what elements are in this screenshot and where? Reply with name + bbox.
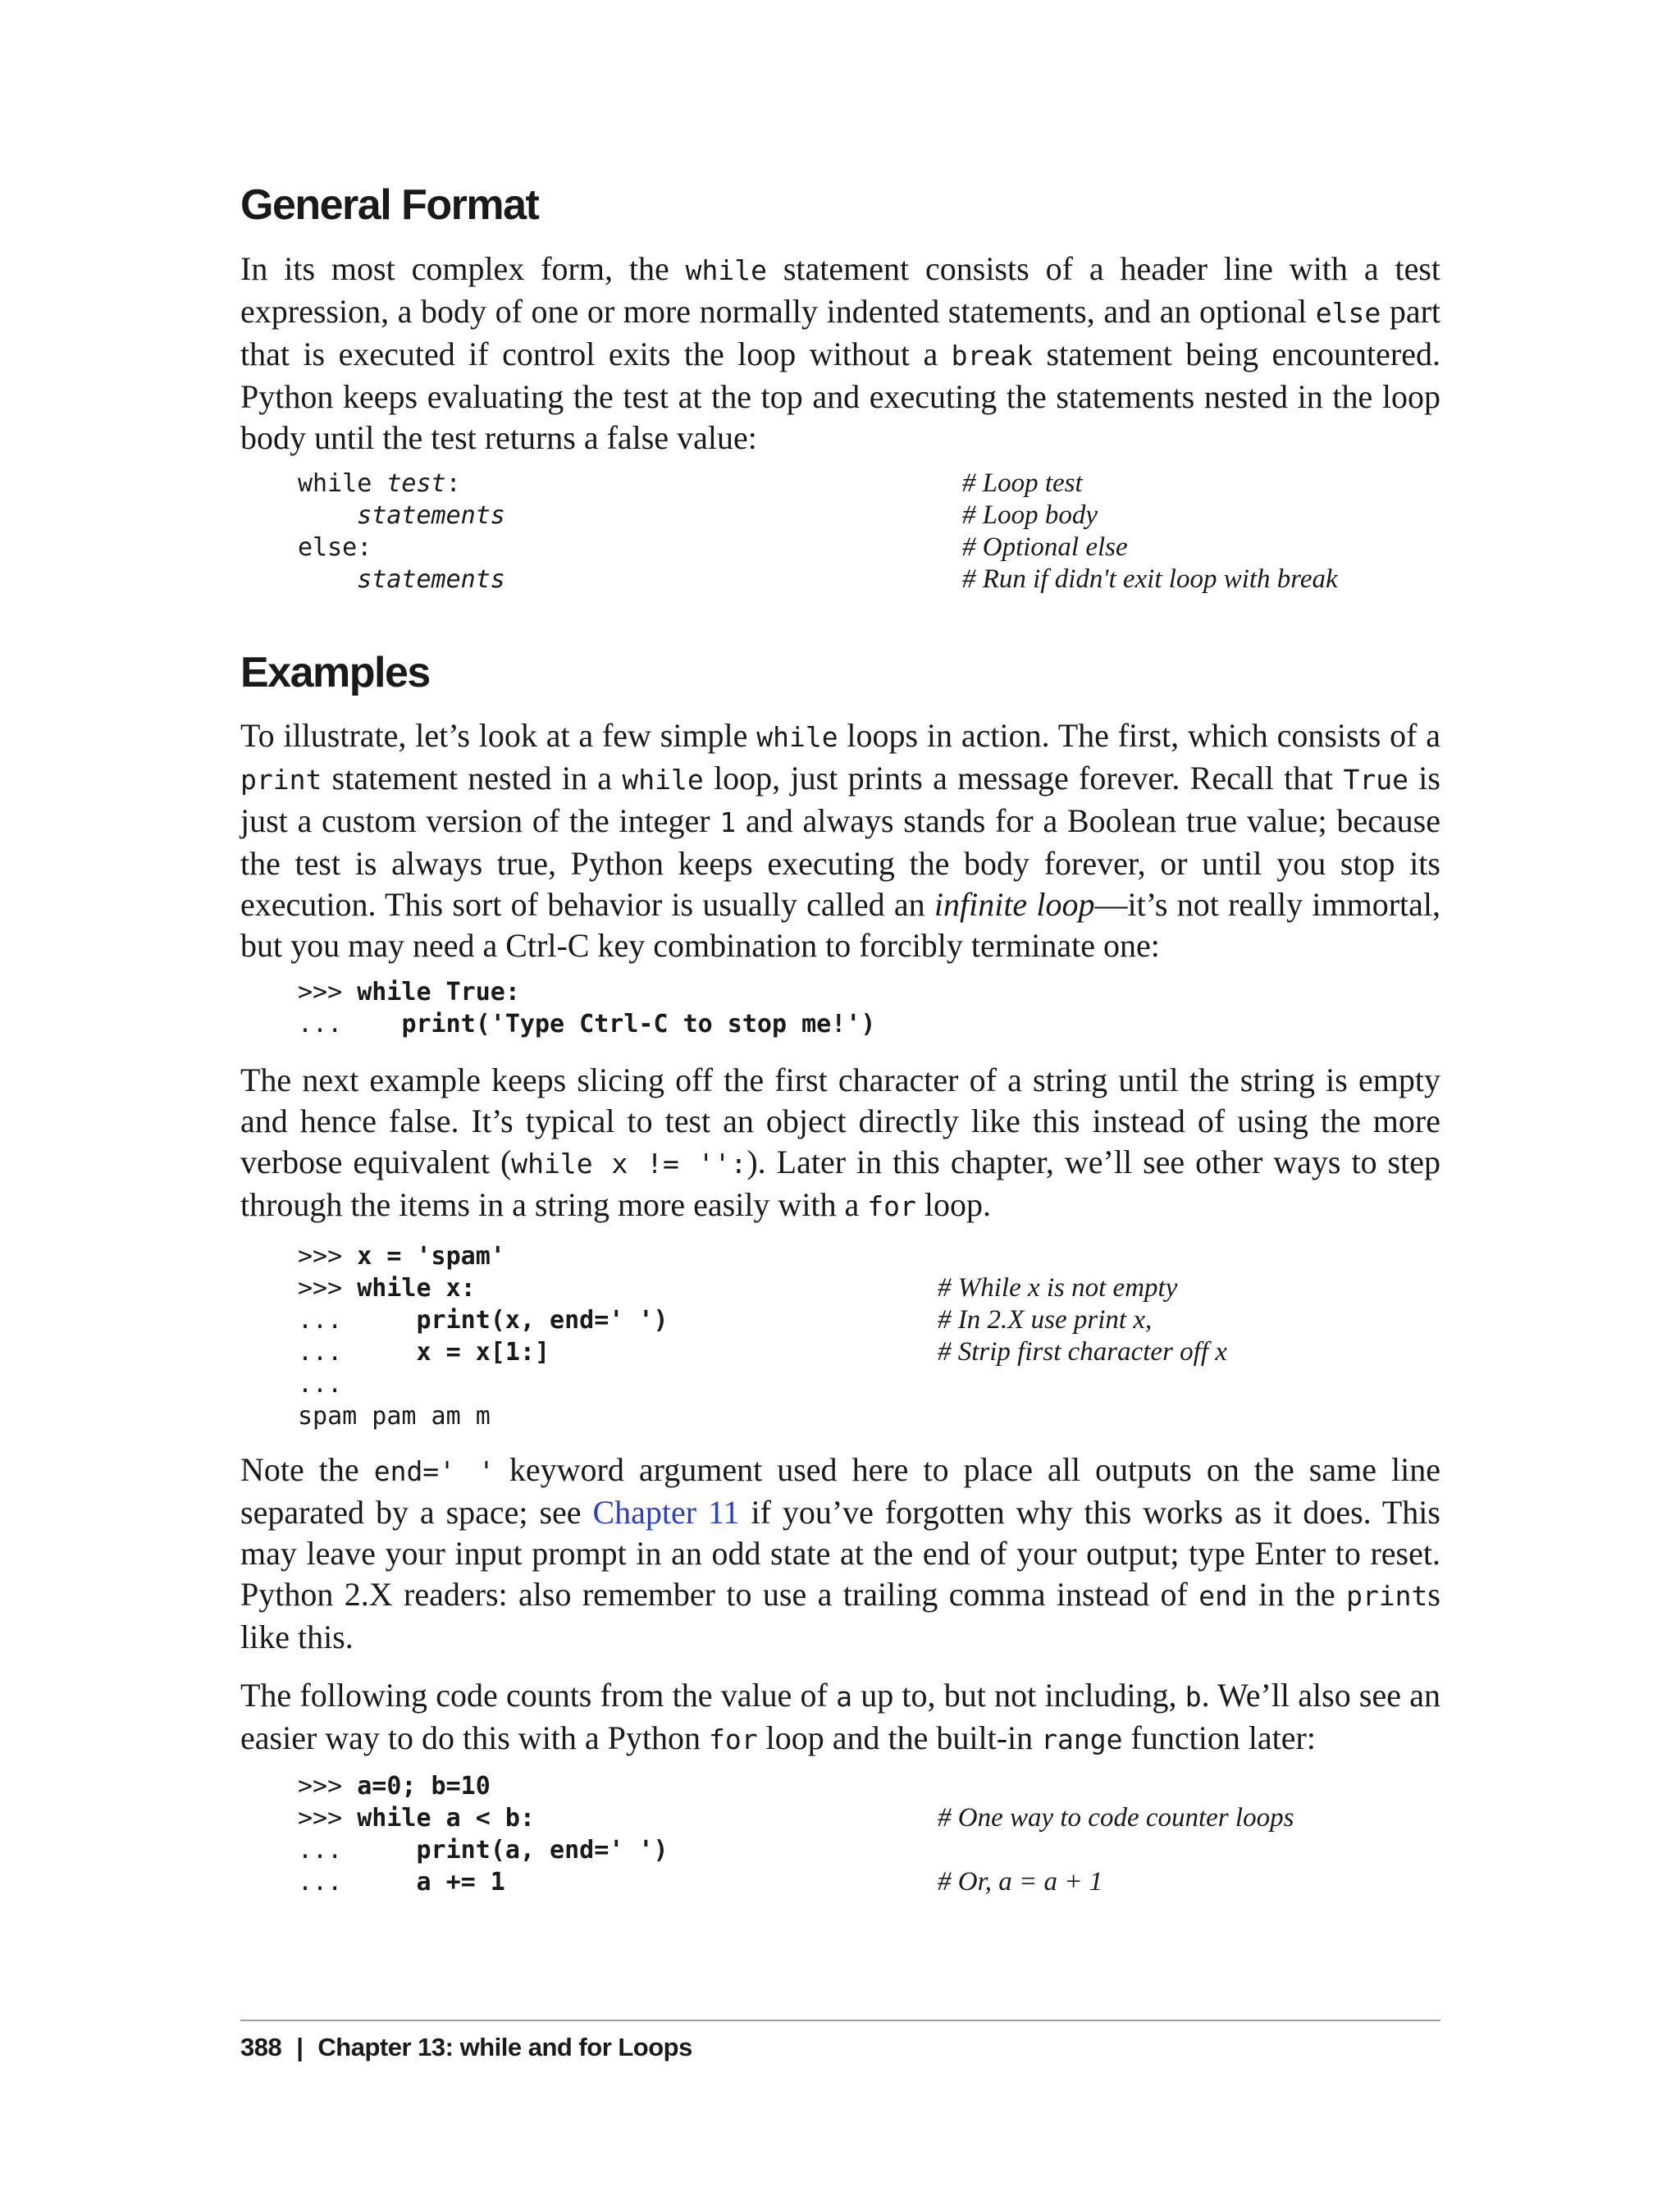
text-run: loop. <box>915 1186 992 1223</box>
text-run: loop, just prints a message forever. Recall that <box>703 760 1344 797</box>
text-run: s like this. <box>240 1576 1440 1655</box>
text-run: The next example keeps slicing off the first character of a string until the string is empty and hence false. It’s typical to test an object directly like this instead of using the more verbose equivalent ( <box>240 1061 1440 1180</box>
footer-rule <box>240 2020 1440 2021</box>
code-input: print(a, end=' ') <box>416 1836 669 1865</box>
infinite-loop-code <box>298 976 875 1040</box>
code-line <box>298 976 875 1008</box>
code-line <box>298 1802 1294 1834</box>
inline-code: while x != '': <box>511 1148 747 1180</box>
examples-paragraph-1 <box>240 715 1440 966</box>
text-run: in the <box>1247 1576 1347 1613</box>
footer-chapter-title: Chapter 13: while and for Loops <box>317 2033 692 2061</box>
code-placeholder: test <box>386 469 446 498</box>
heading-examples: Examples <box>240 649 430 696</box>
code-text <box>298 501 357 530</box>
code-prompt: ... <box>298 1370 343 1399</box>
inline-code: b <box>1185 1681 1202 1713</box>
code-prompt: spam pam am m <box>298 1402 491 1431</box>
code-prompt: >>> <box>298 1274 358 1303</box>
code-input: while a < b: <box>357 1804 535 1833</box>
text-run: Note the <box>240 1451 374 1488</box>
text-run: if you’ve forgotten why this works as it does. This may leave your input prompt in an odd state at the end of your output; type Enter to reset. Python 2.X readers: also remember to use a trailing comma instead of <box>240 1494 1440 1613</box>
inline-code: end=' ' <box>373 1455 495 1487</box>
heading-general-format: General Format <box>240 181 539 229</box>
code-line <box>298 468 1083 500</box>
code-line <box>298 564 1338 596</box>
inline-code: break <box>951 340 1034 372</box>
inline-code: range <box>1041 1723 1123 1755</box>
examples-paragraph-4 <box>240 1675 1440 1760</box>
code-comment: # Optional else <box>962 532 1128 562</box>
code-input: a=0; b=10 <box>357 1772 491 1801</box>
text-run: To illustrate, let’s look at a few simple <box>240 717 757 754</box>
text-run: loops in action. The first, which consists of a <box>838 717 1440 754</box>
code-prompt: ... <box>298 1010 402 1039</box>
inline-code: else <box>1315 297 1381 329</box>
while-syntax-code <box>298 468 1338 596</box>
text-run: part that is executed if control exits the loop without a <box>240 293 1440 372</box>
text-run: In its most complex form, the <box>240 250 686 287</box>
inline-code: while <box>756 721 838 753</box>
text-run: statement being encountered. Python keeps evaluating the test at the top and executing the statements nested in the loop body until the test returns a false value: <box>240 336 1441 456</box>
text-run: ). Later in this chapter, we’ll see other ways to step through the items in a string more easily with a <box>240 1144 1440 1223</box>
code-comment: # Or, a = a + 1 <box>938 1867 1103 1897</box>
inline-code: for <box>867 1190 916 1222</box>
text-run: . We’ll also see an easier way to do this with a Python <box>240 1677 1440 1756</box>
counter-loop-code <box>298 1770 1294 1898</box>
code-prompt: >>> <box>298 1772 358 1801</box>
code-input: while x: <box>357 1274 476 1303</box>
code-prompt: >>> <box>298 1242 358 1271</box>
code-prompt: ... <box>298 1836 417 1865</box>
inline-code: while <box>685 254 767 286</box>
code-prompt: ... <box>298 1338 417 1367</box>
code-text <box>298 565 357 594</box>
footer-separator: | <box>296 2033 304 2061</box>
inline-code: True <box>1343 764 1408 796</box>
code-comment: # While x is not empty <box>938 1273 1178 1303</box>
general-format-paragraph <box>240 249 1440 459</box>
code-prompt: ... <box>298 1306 417 1335</box>
code-comment: # One way to code counter loops <box>938 1803 1294 1833</box>
code-line <box>298 500 1098 532</box>
code-line <box>298 1240 669 1272</box>
code-input: x = 'spam' <box>357 1242 505 1271</box>
text-run: keyword argument used here to place all outputs on the same line separated by a space; see <box>240 1451 1441 1531</box>
code-input: print('Type Ctrl-C to stop me!') <box>401 1010 876 1039</box>
text-run: The following code counts from the value of <box>240 1677 837 1714</box>
code-line <box>298 532 1128 564</box>
code-line <box>298 1834 669 1866</box>
code-text: while <box>298 469 387 498</box>
code-comment: # Loop test <box>962 468 1083 498</box>
code-line <box>298 1304 1153 1336</box>
text-run: —it’s not really immortal, but you may need a Ctrl-C key combination to forcibly terminate one: <box>240 886 1441 964</box>
code-line <box>298 1400 669 1432</box>
code-prompt: >>> <box>298 1804 358 1833</box>
text-run: and always stands for a Boolean true value; because the test is always true, Python keeps executing the body forever, or until you stop its execution. This sort of behavior is usually called an <box>240 802 1440 923</box>
code-text: : <box>445 469 461 498</box>
text-run: function later: <box>1122 1719 1316 1756</box>
code-placeholder: statements <box>357 501 505 530</box>
inline-code: 1 <box>719 806 737 838</box>
code-input: a += 1 <box>416 1868 505 1897</box>
text-run: up to, but not including, <box>851 1677 1185 1714</box>
page-number: 388 <box>240 2033 282 2061</box>
inline-code: while <box>622 764 704 796</box>
code-input: while True: <box>357 978 520 1007</box>
text-run: loop and the built-in <box>757 1719 1042 1756</box>
inline-code: print <box>240 764 322 796</box>
text-run: statement nested in a <box>322 760 623 797</box>
code-line <box>298 1770 669 1802</box>
code-comment: # Loop body <box>962 500 1098 530</box>
code-prompt: >>> <box>298 978 358 1007</box>
page-footer <box>240 2033 692 2062</box>
inline-code: print <box>1346 1580 1428 1612</box>
inline-code: for <box>709 1723 758 1755</box>
code-prompt: ... <box>298 1868 417 1897</box>
inline-code: end <box>1198 1580 1248 1612</box>
code-comment: # Run if didn't exit loop with break <box>962 564 1338 594</box>
code-text: else: <box>298 533 372 562</box>
code-input: x = x[1:] <box>416 1338 550 1367</box>
code-line <box>298 1008 875 1040</box>
text-run: is just a custom version of the integer <box>240 760 1440 839</box>
string-slice-code <box>298 1240 1227 1432</box>
inline-code: a <box>836 1681 852 1713</box>
examples-paragraph-2 <box>240 1060 1440 1227</box>
code-line <box>298 1272 1178 1304</box>
code-comment: # In 2.X use print x, <box>938 1305 1153 1335</box>
code-placeholder: statements <box>357 565 505 594</box>
chapter-link[interactable]: Chapter 11 <box>592 1494 740 1531</box>
code-line <box>298 1866 1103 1898</box>
code-comment: # Strip first character off x <box>938 1337 1227 1367</box>
code-input: print(x, end=' ') <box>416 1306 669 1335</box>
code-line <box>298 1336 1227 1368</box>
text-run: statement consists of a header line with a test expression, a body of one or more normally indented statements, and an optional <box>240 250 1441 330</box>
book-page <box>240 0 1440 2205</box>
code-line <box>298 1368 669 1400</box>
examples-paragraph-3 <box>240 1449 1440 1658</box>
emphasis: infinite loop <box>934 886 1095 923</box>
